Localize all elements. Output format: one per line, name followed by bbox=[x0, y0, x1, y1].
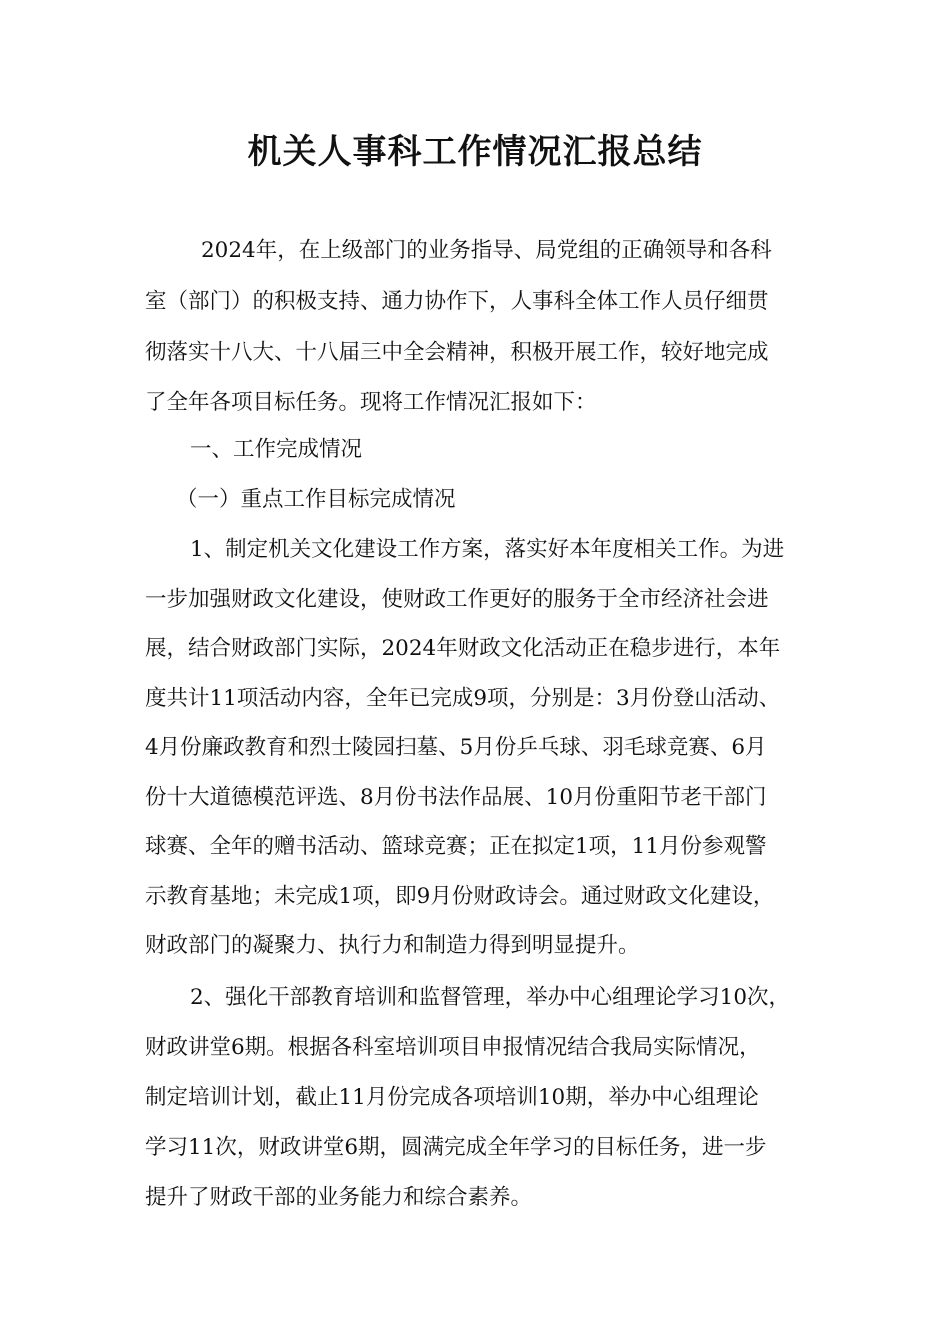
paragraph-line: 示教育基地；未完成1项，即9月份财政诗会。通过财政文化建设， bbox=[145, 884, 775, 909]
paragraph-line: 2024年，在上级部门的业务指导、局党组的正确领导和各科 bbox=[201, 238, 772, 263]
section-heading: 一、工作完成情况 bbox=[190, 437, 363, 462]
paragraph-line: 一步加强财政文化建设，使财政工作更好的服务于全市经济社会进 bbox=[145, 587, 769, 612]
paragraph-line: 度共计11项活动内容，全年已完成9项，分别是：3月份登山活动、 bbox=[145, 686, 781, 711]
paragraph-line: 制定培训计划，截止11月份完成各项培训10期，举办中心组理论 bbox=[145, 1085, 759, 1110]
paragraph-line: 份十大道德模范评选、8月份书法作品展、10月份重阳节老干部门 bbox=[145, 785, 767, 810]
paragraph-line: 财政讲堂6期。根据各科室培训项目申报情况结合我局实际情况， bbox=[145, 1035, 761, 1060]
paragraph-line: 1、制定机关文化建设工作方案，落实好本年度相关工作。为进 bbox=[190, 537, 785, 562]
paragraph-line: 4月份廉政教育和烈士陵园扫墓、5月份乒乓球、羽毛球竞赛、6月 bbox=[145, 735, 767, 760]
paragraph-line: 了全年各项目标任务。现将工作情况汇报如下： bbox=[145, 390, 597, 415]
paragraph-line: 学习11次，财政讲堂6期，圆满完成全年学习的目标任务，进一步 bbox=[145, 1135, 767, 1160]
paragraph-line: 室（部门）的积极支持、通力协作下，人事科全体工作人员仔细贯 bbox=[145, 289, 769, 314]
paragraph-line: 提升了财政干部的业务能力和综合素养。 bbox=[145, 1185, 533, 1210]
paragraph-line: 财政部门的凝聚力、执行力和制造力得到明显提升。 bbox=[145, 933, 640, 958]
paragraph-line: 球赛、全年的赠书活动、篮球竞赛；正在拟定1项，11月份参观警 bbox=[145, 834, 767, 859]
subsection-heading: （一）重点工作目标完成情况 bbox=[176, 487, 456, 512]
paragraph-line: 彻落实十八大、十八届三中全会精神，积极开展工作，较好地完成 bbox=[145, 340, 769, 365]
paragraph-line: 展，结合财政部门实际，2024年财政文化活动正在稳步进行，本年 bbox=[145, 636, 781, 661]
document-title: 机关人事科工作情况汇报总结 bbox=[247, 132, 703, 172]
paragraph-line: 2、强化干部教育培训和监督管理，举办中心组理论学习10次， bbox=[190, 985, 791, 1010]
